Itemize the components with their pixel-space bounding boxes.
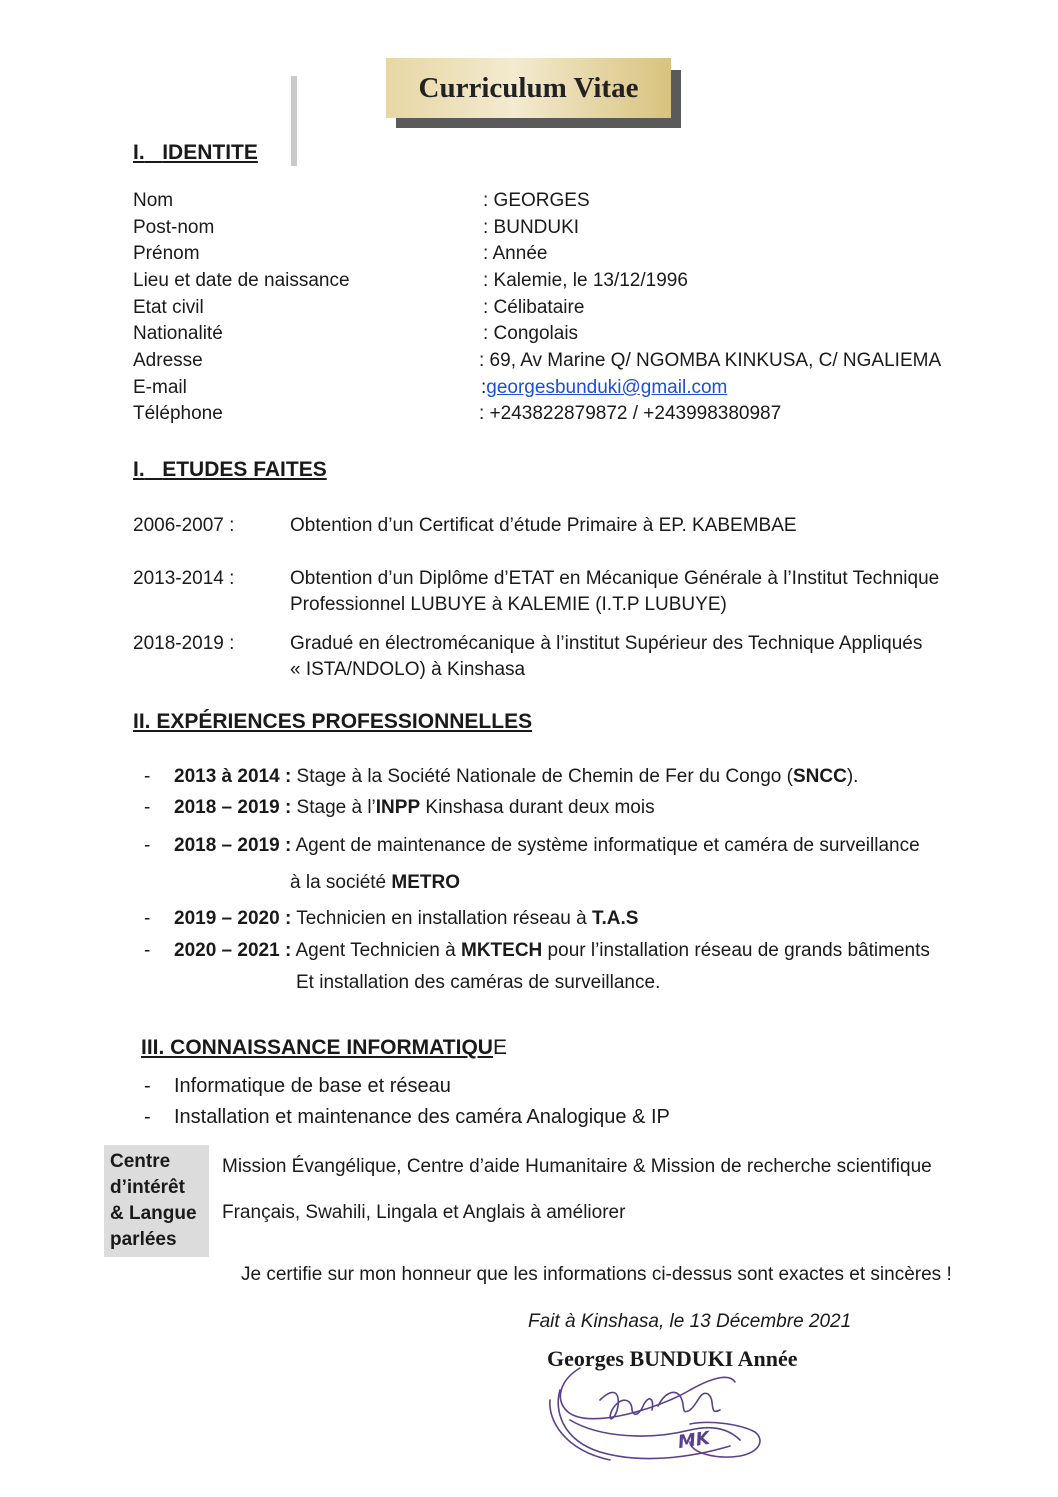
label-telephone: Téléphone (133, 403, 223, 424)
etude-year: 2013-2014 : (133, 568, 235, 589)
etude-year: 2006-2007 : (133, 515, 235, 536)
experience-text: Technicien en installation réseau à (291, 908, 592, 929)
experience-continuation (290, 872, 460, 894)
label-etat-civil: Etat civil (133, 297, 204, 318)
list-dash: - (144, 766, 151, 787)
email-colon: : (481, 377, 487, 398)
fait-a-text: Fait à Kinshasa, le 13 Décembre 2021 (528, 1311, 852, 1332)
list-dash: - (144, 940, 151, 961)
heading-text: ETUDES FAITES (162, 458, 327, 481)
experience-text: Stage à la Société Nationale de Chemin de Fer du Congo ( (291, 766, 793, 787)
experience-item (174, 940, 930, 962)
etude-line: Obtention d’un Diplôme d’ETAT en Mécanique Générale à l’Institut Technique (290, 568, 940, 589)
value-naissance: : Kalemie, le 13/12/1996 (483, 270, 688, 291)
value-post-nom: : BUNDUKI (483, 217, 580, 238)
label-nationalite: Nationalité (133, 323, 223, 344)
experience-org: INPP (375, 797, 421, 818)
skill-item: Informatique de base et réseau (174, 1075, 451, 1097)
label-prenom: Prénom (133, 243, 200, 264)
experience-text: à la société (290, 872, 392, 893)
langues-text: Français, Swahili, Lingala et Anglais à améliorer (222, 1202, 626, 1223)
label-nom: Nom (133, 190, 174, 211)
section-etudes-heading (133, 458, 327, 482)
heading-tail: E (492, 1036, 507, 1059)
section-informatique-heading (141, 1036, 507, 1060)
value-nom: : GEORGES (483, 190, 590, 211)
certification-text: Je certifie sur mon honneur que les informations ci-dessus sont exactes et sincères ! (241, 1264, 952, 1285)
etude-line: Professionnel LUBUYE à KALEMIE (I.T.P LUBUYE) (290, 594, 727, 615)
signature-name: Georges BUNDUKI Année (547, 1346, 798, 1371)
experience-period: 2013 à 2014 : (174, 766, 292, 787)
etude-line: Obtention d’un Certificat d’étude Primaire à EP. KABEMBAE (290, 515, 797, 536)
heading-text: III. CONNAISSANCE INFORMATIQU (141, 1036, 493, 1059)
signature-drawing (540, 1360, 780, 1470)
value-prenom: : Année (483, 243, 548, 264)
experience-item (174, 908, 638, 930)
experience-text: pour l’installation réseau de grands bâtiments (542, 940, 930, 961)
decorative-vertical-bar (291, 76, 297, 166)
experience-period: 2018 – 2019 : (174, 835, 292, 856)
experience-org: MKTECH (461, 940, 543, 961)
list-dash: - (144, 1106, 151, 1128)
experience-text: Stage à l’ (291, 797, 376, 818)
list-dash: - (144, 835, 151, 856)
experience-org: METRO (391, 872, 461, 893)
label-email: E-mail (133, 377, 187, 398)
box-line: d’intérêt (110, 1177, 185, 1198)
value-adresse: : 69, Av Marine Q/ NGOMBA KINKUSA, C/ NGALIEMA (479, 350, 942, 371)
value-telephone: : +243822879872 / +243998380987 (479, 403, 782, 424)
experience-text: Agent de maintenance de système informatique et caméra de surveillance (291, 835, 920, 856)
list-dash: - (144, 797, 151, 818)
section-identite-heading (133, 141, 258, 165)
interets-label-box (104, 1145, 209, 1257)
experience-item (174, 766, 858, 788)
list-dash: - (144, 908, 151, 929)
skill-item: Installation et maintenance des caméra Analogique & IP (174, 1106, 670, 1128)
experience-item (174, 797, 655, 819)
box-line: Centre (110, 1151, 171, 1172)
label-post-nom: Post-nom (133, 217, 215, 238)
etude-line: Gradué en électromécanique à l’institut Supérieur des Technique Appliqués (290, 633, 923, 654)
experience-text: Agent Technicien à (291, 940, 461, 961)
cv-title: Curriculum Vitae (386, 58, 671, 118)
experience-text: ). (846, 766, 859, 787)
etude-line: « ISTA/NDOLO) à Kinshasa (290, 659, 526, 680)
centre-interet-text: Mission Évangélique, Centre d’aide Humanitaire & Mission de recherche scientifique (222, 1156, 932, 1177)
value-email (481, 377, 727, 399)
label-naissance: Lieu et date de naissance (133, 270, 350, 291)
experience-period: 2020 – 2021 : (174, 940, 292, 961)
experience-period: 2019 – 2020 : (174, 908, 292, 929)
etude-year: 2018-2019 : (133, 633, 235, 654)
list-dash: - (144, 1075, 151, 1097)
box-line: & Langue (110, 1203, 197, 1224)
experience-org: SNCC (792, 766, 847, 787)
heading-number: I. (133, 458, 145, 481)
experience-item (174, 835, 920, 857)
signature-initials: MK (676, 1427, 712, 1454)
label-adresse: Adresse (133, 350, 203, 371)
box-line: parlées (110, 1229, 177, 1250)
section-experiences-heading: II. EXPÉRIENCES PROFESSIONNELLES (133, 710, 533, 733)
email-link[interactable]: georgesbunduki@gmail.com (486, 377, 728, 398)
value-nationalite: : Congolais (483, 323, 579, 344)
experience-continuation: Et installation des caméras de surveillance. (296, 972, 661, 993)
experience-period: 2018 – 2019 : (174, 797, 292, 818)
value-etat-civil: : Célibataire (483, 297, 585, 318)
heading-number: I. (133, 141, 145, 164)
experience-text: Kinshasa durant deux mois (420, 797, 655, 818)
experience-org: T.A.S (591, 908, 639, 929)
heading-text: IDENTITE (162, 141, 258, 164)
